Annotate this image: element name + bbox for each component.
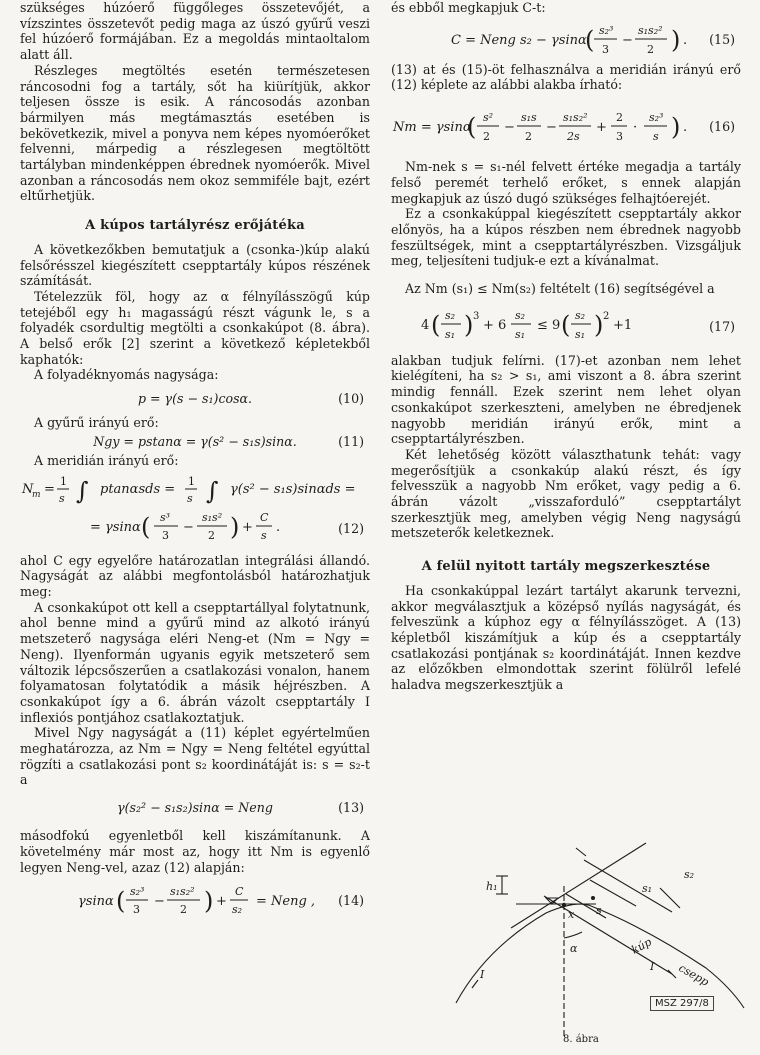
svg-text:s₁s₂²: s₁s₂² — [170, 885, 195, 899]
svg-text:+ 6: + 6 — [483, 317, 507, 333]
figure-8 — [446, 828, 746, 1050]
svg-text:.: . — [683, 32, 688, 48]
paragraph: Részleges megtöltés esetén természetesen ráncosodni fog a tartály, sőt ha kiürítjük, akkor teljesen össze is esik. A ráncosodás azonban bármilyen más megtámasztás esetében is bekövetkezik, mivel a ponyva nem képes nyomóerőket felvenni, márpedig a részlegesen megtöltött tartályban mindenképpen ébrednek nyomóerők. Mivel azonban a ráncosodás nem okoz semmiféle bajt, ezért eltűrhetjük. — [20, 62, 370, 204]
label-alpha: α — [570, 942, 578, 955]
svg-text:s₂: s₂ — [232, 903, 243, 917]
left-column — [20, 0, 370, 923]
svg-text:s: s — [59, 491, 65, 505]
svg-text:(: ( — [116, 887, 126, 916]
svg-text:s: s — [187, 491, 193, 505]
label-s1: s₁ — [642, 882, 653, 895]
svg-text:1: 1 — [188, 474, 195, 488]
paragraph: ahol C egy egyelőre határozatlan integrálási állandó. Nagyságát az alábbi megfontolásból határozhatjuk meg: — [20, 552, 370, 599]
figure-caption: 8. ábra — [563, 1034, 599, 1045]
svg-text:(: ( — [561, 310, 571, 339]
svg-text:3: 3 — [473, 310, 480, 322]
paragraph: A következőkben bemutatjuk a (csonka-)kúp alakú felsőrésszel kiegészített csepptartály kúpos részének számítását. — [20, 241, 370, 289]
equation-12 — [20, 469, 370, 553]
equation-17-graphic — [391, 297, 741, 353]
svg-text:): ) — [594, 310, 604, 339]
equation-number: (11) — [338, 434, 364, 450]
svg-text:): ) — [204, 887, 214, 916]
right-column — [391, 0, 741, 693]
svg-text:=: = — [44, 481, 55, 497]
svg-text:.: . — [683, 120, 688, 136]
equation-17 — [391, 297, 741, 353]
equation-10 — [20, 383, 370, 415]
svg-text:2: 2 — [603, 310, 610, 322]
svg-text:2: 2 — [180, 903, 187, 917]
paragraph: másodfokú egyenletből kell kiszámítanunk. A követelmény már most az, hogy itt Nm is egyenlő legyen Neng-vel, azaz (12) alapján: — [20, 828, 370, 875]
paragraph: Két lehetőség között választhatunk tehát: vagy megerősítjük a csonkakúp alakú részt, és így felvesszük a nagyobb Nm erőket, vagy pedig a 6. ábrán vázolt „visszaforduló” csepptartályt szerkesztjük meg, amelyben végig Neng nagyságú metszeterők keletkeznek. — [391, 446, 741, 541]
svg-text:+1: +1 — [613, 317, 633, 333]
svg-text:γ(s² − s₁s)sinαds =: γ(s² − s₁s)sinαds = — [230, 481, 356, 497]
equation-12-graphic — [20, 469, 370, 553]
svg-text:s₁s: s₁s — [521, 111, 537, 125]
equation-14-graphic — [20, 875, 370, 923]
svg-text:ptanαsds =: ptanαsds = — [100, 481, 176, 497]
svg-text:2s: 2s — [567, 130, 580, 144]
svg-text:s₁s₂²: s₁s₂² — [638, 23, 663, 37]
svg-text:s: s — [261, 528, 267, 542]
paragraph: Ez a csonkakúppal kiegészített csepptartály akkor előnyös, ha a kúpos részben nem ébrednek nagyobb feszültségek, mint a csepptartályrészben. Vizsgáljuk meg, teljesíteni tudjuk-e ezt a kívánalmat. — [391, 206, 741, 269]
svg-text:+: + — [242, 519, 253, 535]
svg-text:1: 1 — [60, 474, 67, 488]
svg-text:s₁s²: s₁s² — [202, 510, 223, 524]
equation-body: Ngy = pstanα = γ(s² − s₁s)sinα. — [93, 434, 297, 450]
paragraph: alakban tudjuk felírni. (17)-et azonban nem lehet kielégíteni, ha s₂ > s₁, ami viszont a 8. ábra szerint mindig fennáll. Ezek szerint nem lehet olyan csonkakúpot szerkeszteni, amelyben ne ébredjenek nagyobb meridián irányú erők, mint a csepptartályrészben. — [391, 352, 741, 447]
section-heading: A felül nyitott tartály megszerkesztése — [421, 559, 711, 575]
label-inflexion-right: I — [650, 960, 655, 973]
label-h1: h₁ — [486, 880, 498, 893]
svg-text:3: 3 — [162, 528, 169, 542]
equation-number: (17) — [709, 318, 735, 334]
equation-16-graphic — [391, 93, 741, 159]
svg-text:∫: ∫ — [76, 476, 89, 505]
label-drop: csepp — [676, 961, 712, 989]
svg-text:): ) — [464, 310, 474, 339]
svg-text:+: + — [596, 120, 607, 136]
svg-text:−: − — [504, 120, 515, 136]
svg-text:s₂: s₂ — [515, 308, 526, 322]
alpha-arc — [564, 932, 582, 938]
paragraph: (13) at és (15)-öt felhasználva a meridián irányú erő (12) képlete az alábbi alakba írható: — [391, 61, 741, 93]
label-cone: kúp — [629, 935, 654, 957]
svg-text:−: − — [546, 120, 557, 136]
svg-text:): ) — [671, 113, 681, 142]
tank-curve — [456, 904, 744, 1008]
svg-text:s₂³: s₂³ — [649, 111, 664, 125]
svg-text:= Neng ,: = Neng , — [256, 894, 316, 910]
svg-text:(: ( — [141, 512, 151, 541]
label-s: s — [596, 904, 602, 917]
equation-15 — [391, 16, 741, 62]
paragraph: szükséges húzóerő függőleges összetevőjét, a vízszintes összetevőt pedig maga az úszó gyűrű veszi fel húzóerő formájában. Ez a megoldás mintaoltalom alatt áll. — [20, 0, 370, 63]
svg-text:−: − — [154, 894, 165, 910]
paragraph: A csonkakúpot ott kell a csepptartállyal folytatnunk, ahol benne mind a gyűrű mind az alkotó irányú metszeterő nagysága eléri Neng-et (Nm = Ngy = Neng). Ilyenformán ugyanis egyik metszeterő sem változik lépcsőszerűen a csatlakozási vonalon, hanem folyamatosan folytatódik a másik héjrészben. A csonkakúpot így a 6. ábrán vázolt csepptartály I inflexiós pontjához csatlakoztatjuk. — [20, 599, 370, 725]
svg-text:N: N — [22, 481, 34, 497]
svg-text:γsinα: γsinα — [78, 894, 114, 910]
equation-body: γ(s₂² − s₁s₂)sinα = Neng — [117, 800, 273, 816]
svg-text:·: · — [633, 120, 638, 136]
svg-text:): ) — [230, 512, 240, 541]
svg-text:2: 2 — [647, 42, 654, 56]
equation-16 — [391, 93, 741, 159]
svg-text:s₂: s₂ — [445, 308, 456, 322]
svg-text:∫: ∫ — [206, 476, 219, 505]
apex-point — [562, 903, 566, 907]
svg-text:= γsinα: = γsinα — [90, 519, 141, 535]
cone-generatrix-left — [511, 843, 646, 928]
paragraph: Tételezzük föl, hogy az α félnyílásszögű kúp tetejéből egy h₁ magasságú részt vágunk le, s a folyadék csordultig megtölti a csonkakúpot (8. ábra). A belső erők [2] szerint a következő képletekből kaphatók: — [20, 288, 370, 367]
svg-text:2: 2 — [208, 528, 215, 542]
paragraph: A folyadéknyomás nagysága: — [34, 367, 219, 383]
svg-text:−: − — [622, 32, 633, 48]
svg-text:C = Neng s₂ − γsinα: C = Neng s₂ − γsinα — [451, 32, 587, 48]
svg-text:C: C — [235, 885, 244, 899]
paragraph: Ha csonkakúppal lezárt tartályt akarunk tervezni, akkor megválasztjuk a középső nyílás nagyságát, és felveszünk a kúphoz egy α félnyílásszöget. A (13) képletből kiszámítjuk a kúp és a csepptartály csatlakozási pontjának s₂ koordinátáját. Innen kezdve az előzőkben elmondottak szerint fölülről lefelé haladva megszerkesztjük a — [391, 582, 741, 693]
svg-text:(: ( — [467, 113, 477, 142]
svg-text:s₁s₂²: s₁s₂² — [563, 111, 588, 125]
svg-text:2: 2 — [483, 130, 490, 144]
equation-11 — [20, 431, 370, 453]
svg-text:−: − — [183, 519, 194, 535]
dimension-s1 — [590, 880, 636, 906]
equation-number: (12) — [338, 520, 364, 536]
equation-number: (10) — [338, 391, 364, 407]
paragraph: Mivel Ngy nagyságát a (11) képlet egyértelműen meghatározza, az Nm = Ngy = Neng feltétel egyúttal rögzíti a csatlakozási pont s₂ koordinátáját is: s = s₂-t a — [20, 725, 370, 788]
equation-14 — [20, 875, 370, 923]
svg-text:(: ( — [585, 25, 595, 54]
svg-text:3: 3 — [616, 130, 623, 144]
svg-text:4: 4 — [421, 317, 430, 333]
svg-text:s₂³: s₂³ — [599, 23, 614, 37]
svg-text:+: + — [216, 894, 227, 910]
svg-text:s₂³: s₂³ — [130, 885, 145, 899]
svg-text:s₂: s₂ — [575, 308, 586, 322]
svg-text:C: C — [260, 510, 269, 524]
svg-text:.: . — [276, 519, 281, 535]
label-inflexion-left: I — [480, 968, 485, 981]
svg-text:≤ 9: ≤ 9 — [537, 317, 561, 333]
svg-text:2: 2 — [525, 130, 532, 144]
equation-number: (15) — [709, 31, 735, 47]
equation-number: (13) — [338, 800, 364, 816]
svg-text:3: 3 — [133, 903, 140, 917]
paragraph: A meridián irányú erő: — [34, 452, 179, 468]
svg-text:s²: s² — [483, 111, 494, 125]
svg-text:s: s — [653, 130, 659, 144]
svg-text:2: 2 — [616, 111, 623, 125]
svg-text:): ) — [671, 25, 681, 54]
equation-body: p = γ(s − s₁)cosα. — [137, 391, 253, 407]
paragraph: és ebből megkapjuk C-t: — [391, 0, 546, 15]
paragraph: Az Nm (s₁) ≤ Nm(s₂) feltételt (16) segítségével a — [405, 281, 715, 297]
label-s2: s₂ — [684, 868, 695, 881]
equation-number: (16) — [709, 119, 735, 135]
equation-15-graphic — [391, 16, 741, 62]
figure-stamp: MSZ 297/8 — [650, 996, 714, 1011]
svg-text:s₁: s₁ — [575, 327, 586, 341]
svg-text:(: ( — [431, 310, 441, 339]
equation-number: (14) — [338, 893, 364, 909]
svg-text:Nm = γsinα: Nm = γsinα — [393, 120, 472, 136]
paragraph: Nm-nek s = s₁-nél felvett értéke megadja a tartály felső peremét terhelő erőket, s ennek alapján megkapjuk az úszó dugó szükséges felhajtóerejét. — [391, 159, 741, 206]
svg-text:s³: s³ — [160, 510, 171, 524]
svg-text:s₁: s₁ — [515, 327, 526, 341]
paragraph: A gyűrű irányú erő: — [34, 415, 159, 431]
svg-text:3: 3 — [602, 42, 609, 56]
svg-text:s₁: s₁ — [445, 327, 456, 341]
section-heading: A kúpos tartályrész erőjátéka — [85, 218, 305, 234]
svg-text:m: m — [32, 489, 41, 500]
label-x: x — [568, 908, 575, 921]
equation-13 — [20, 788, 370, 828]
